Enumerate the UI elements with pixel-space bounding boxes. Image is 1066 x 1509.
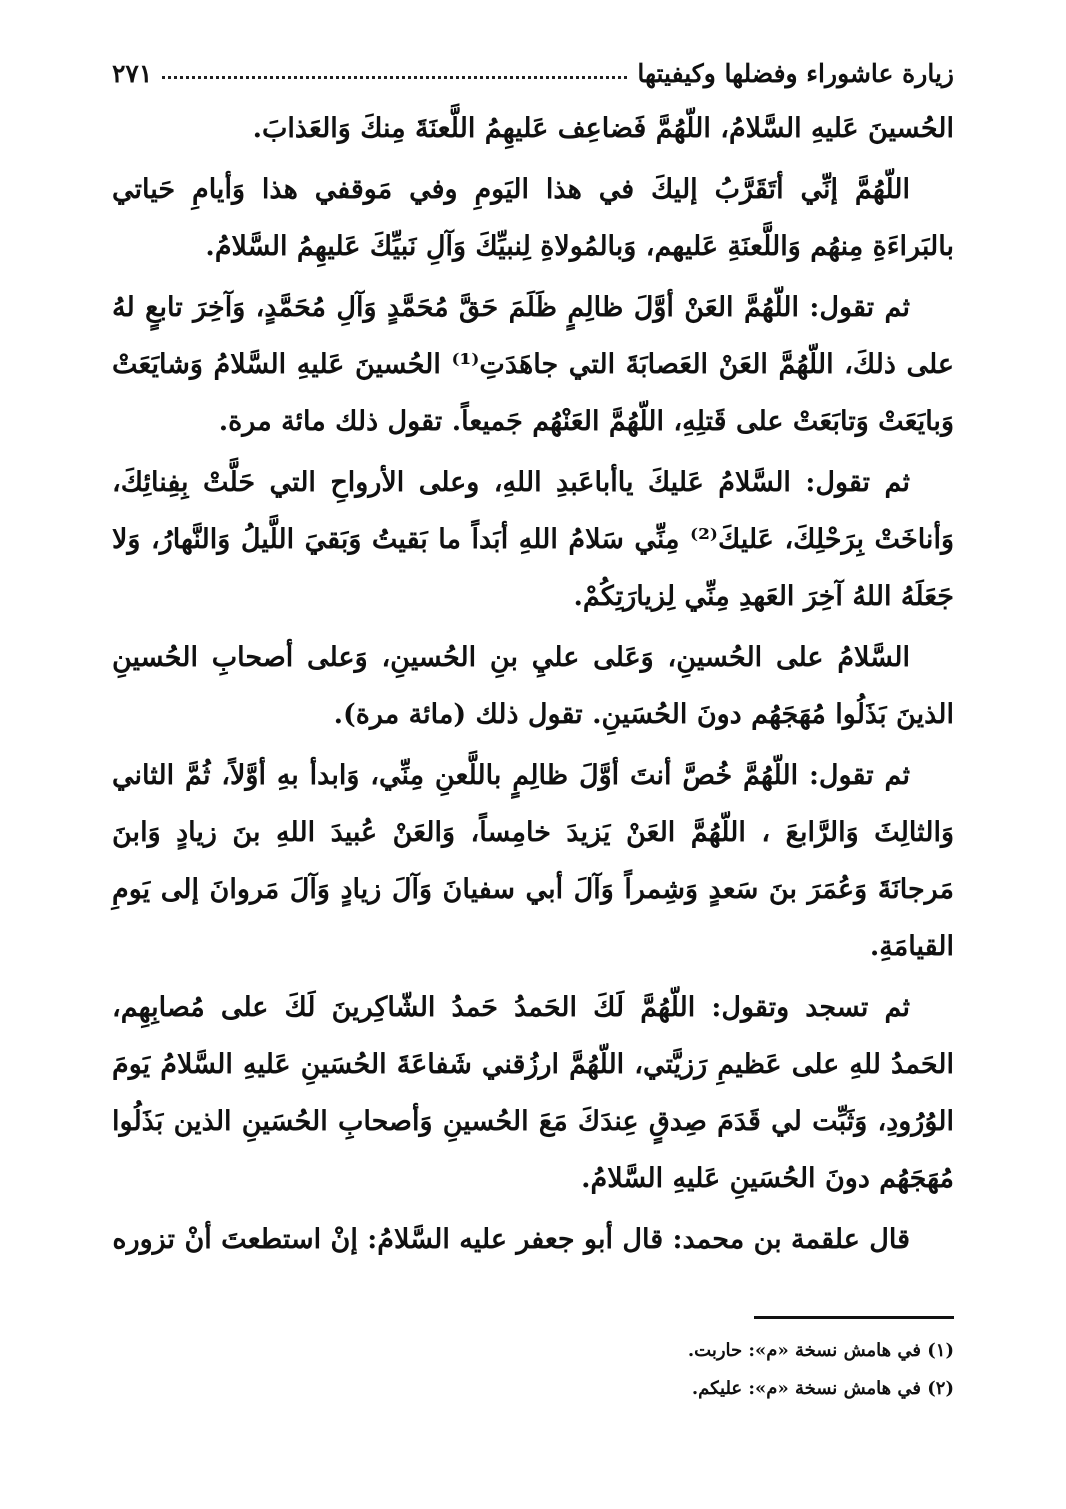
- header-title: زيارة عاشوراء وفضلها وكيفيتها: [637, 59, 954, 88]
- paragraph-8: قال علقمة بن محمد: قال أبو جعفر عليه السَّلامُ: إنْ استطعتَ أنْ تزوره: [112, 1224, 910, 1255]
- footnote-separator: [754, 1316, 954, 1319]
- footnotes: [112, 1332, 954, 1408]
- main-text: [112, 100, 954, 1272]
- paragraph-5: السَّلامُ على الحُسينِ، وَعَلى عليِ بنِ الحُسينِ، وَعلى أصحابِ الحُسينِ الذينَ بَذَلُوا مُهَجَهُم دونَ الحُسَينِ. تقول ذلك (مائة مرة).: [112, 642, 954, 730]
- paragraph-1: الحُسينَ عَليهِ السَّلامُ، اللّهُمَّ فَضاعِف عَليهِمُ اللَّعنَةَ مِنكَ وَالعَذابَ.: [252, 113, 954, 144]
- paragraph-3: ثم تقول: اللّهُمَّ العَنْ أوَّلَ ظالِمٍ ظَلَمَ حَقَّ مُحَمَّدٍ وَآلِ مُحَمَّدٍ، وَآخِرَ تابعٍ لهُ على ذلكَ، اللّهُمَّ العَنْ العَصابَةَ التي جاهَدَتِ⁽¹⁾ الحُسينَ عَليهِ السَّلامُ وَشايَعَتْ وَبايَعَتْ وَتابَعَتْ على قَتلِهِ، اللّهُمَّ العَنْهُم جَميعاً. تقول ذلك مائة مرة.: [112, 292, 954, 437]
- footnote-1: (١) في هامش نسخة «م»: حاربت.: [687, 1340, 954, 1361]
- running-header: [112, 44, 954, 88]
- paragraph-6: ثم تقول: اللّهُمَّ خُصَّ أنتَ أوَّلَ ظالِمٍ باللَّعنِ مِنِّي، وَابدأ بهِ أوَّلاً، ثُمَّ الثاني وَالثالِثَ وَالرَّابعَ ، اللّهُمَّ العَنْ يَزيدَ خامِساً، وَالعَنْ عُبيدَ اللهِ بنَ زيادٍ وَابنَ مَرجانَةَ وَعُمَرَ بنَ سَعدٍ وَشِمراً وَآلَ أبي سفيانَ وَآلَ زيادٍ وَآلَ مَروانَ إلى يَومِ القيامَةِ.: [112, 760, 954, 962]
- paragraph-2: اللّهُمَّ إنِّي أتَقَرَّبُ إليكَ في هذا اليَومِ وفي مَوقفي هذا وَأيامِ حَياتي بالبَراءَةِ مِنهُم وَاللَّعنَةِ عَليهم، وَبالمُولاةِ لِنبيِّكَ وَآلِ نَبيِّكَ عَليهِمُ السَّلامُ.: [112, 174, 954, 262]
- header-dot-leader: [162, 76, 627, 79]
- paragraph-4: ثم تقول: السَّلامُ عَليكَ ياأباعَبدِ اللهِ، وعلى الأرواحِ التي حَلَّتْ بِفِنائِكَ، وَأناخَتْ بِرَحْلِكَ، عَليكَ⁽²⁾ مِنِّي سَلامُ اللهِ أبَداً ما بَقيتُ وَبَقيَ اللَّيلُ وَالنَّهارُ، وَلا جَعَلَهُ اللهُ آخِرَ العَهدِ مِنِّي لِزيارَتِكُمْ.: [112, 467, 954, 612]
- page-number: ٢٧١: [112, 59, 153, 88]
- footnote-2: (٢) في هامش نسخة «م»: عليكم.: [691, 1378, 954, 1399]
- paragraph-7: ثم تسجد وتقول: اللّهُمَّ لَكَ الحَمدُ حَمدُ الشّاكِرينَ لَكَ على مُصابِهِم، الحَمدُ للهِ على عَظيمِ رَزيَّتي، اللّهُمَّ ارزُقني شَفاعَةَ الحُسَينِ عَليهِ السَّلامُ يَومَ الوُرُودِ، وَثَبِّت لي قَدَمَ صِدقٍ عِندَكَ مَعَ الحُسينِ وَأصحابِ الحُسَينِ الذين بَذَلُوا مُهَجَهُم دونَ الحُسَينِ عَليهِ السَّلامُ.: [112, 992, 954, 1194]
